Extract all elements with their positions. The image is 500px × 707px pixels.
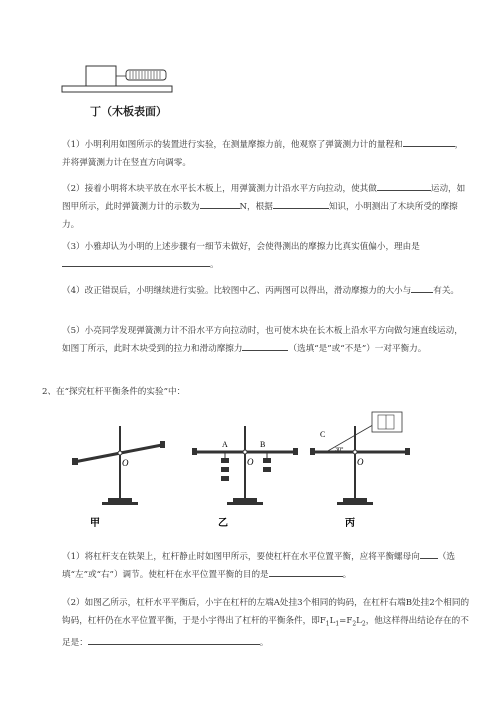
svg-text:O: O — [357, 457, 364, 467]
q2-part1: （1）将杠杆支在铁架上，杠杆静止时如图甲所示，要使杠杆在水平位置平衡，应将平衡螺母向 （选填“左”或“右”）调节。使杠杆在水平位置平衡的目的是 。 — [62, 548, 470, 584]
svg-text:丙: 丙 — [345, 518, 355, 529]
blank[interactable] — [403, 136, 455, 147]
q1-part1: （1）小明利用如图所示的装置进行实验，在测量摩擦力前，他观察了弹簧测力计的量程和 ，并将弹簧测力计在竖直方向调零。 — [62, 136, 470, 172]
blank[interactable] — [273, 198, 329, 209]
blank[interactable] — [420, 548, 438, 559]
q1-part5: （5）小亮同学发现弹簧测力计不沿水平方向拉动时，也可使木块在长木板上沿水平方向做匀速直线运动，如图丁所示，此时木块受到的拉力和滑动摩擦力 （选填“是”或“不是”）一对平衡力。 — [62, 326, 463, 354]
q2-part2: （2）如图乙所示，杠杆水平平衡后，小宇在杠杆的左端A处挂3个相同的钩码，在杠杆右端B处挂2个相同的钩码，杠杆仍在水平位置平衡，于是小宇得出了杠杆的平衡条件，即$F_1L_1=F_2L_2$，他这样得出结论存在的不足是： 。 — [62, 598, 470, 648]
blank[interactable] — [269, 566, 343, 577]
figure-ding-caption: 丁（木板表面） — [90, 105, 167, 118]
figure-bing — [310, 412, 410, 505]
svg-text:O: O — [122, 458, 129, 468]
blank[interactable] — [377, 180, 431, 191]
svg-text:B: B — [260, 440, 266, 449]
q2-title: 2、在“探究杠杆平衡条件的实验”中： — [42, 387, 186, 397]
svg-text:乙: 乙 — [218, 518, 228, 529]
figure-jia — [72, 426, 165, 505]
lever-figures — [60, 410, 470, 535]
svg-text:O: O — [247, 457, 254, 467]
blank[interactable] — [88, 634, 260, 645]
figure-yi — [192, 426, 298, 505]
blank[interactable] — [242, 340, 288, 351]
svg-text:30°: 30° — [335, 447, 344, 453]
blank[interactable] — [62, 256, 210, 267]
wooden-block — [86, 66, 116, 86]
q1-part4: （4）改正错误后，小明继续进行实验。比较图中乙、丙两图可以得出，滑动摩擦力的大小与 有关。 — [62, 282, 470, 300]
q1-part3: （3）小雅却认为小明的上述步骤有一细节未做好，会使得测出的摩擦力比真实值偏小，理由是。 — [62, 242, 420, 270]
blank[interactable] — [411, 282, 433, 293]
svg-text:A: A — [222, 440, 228, 449]
q1-part2: （2）接着小明将木块平放在水平长木板上，用弹簧测力计沿水平方向拉动，使其做 运动，如图甲所示，此时弹簧测力计的示数为 N，根据 知识，小明测出了木块所受的摩擦力。 — [62, 180, 470, 234]
svg-text:甲: 甲 — [90, 518, 100, 529]
svg-text:C: C — [320, 430, 326, 439]
blank[interactable] — [200, 198, 240, 209]
board — [62, 86, 172, 92]
figure-ding — [60, 62, 180, 96]
